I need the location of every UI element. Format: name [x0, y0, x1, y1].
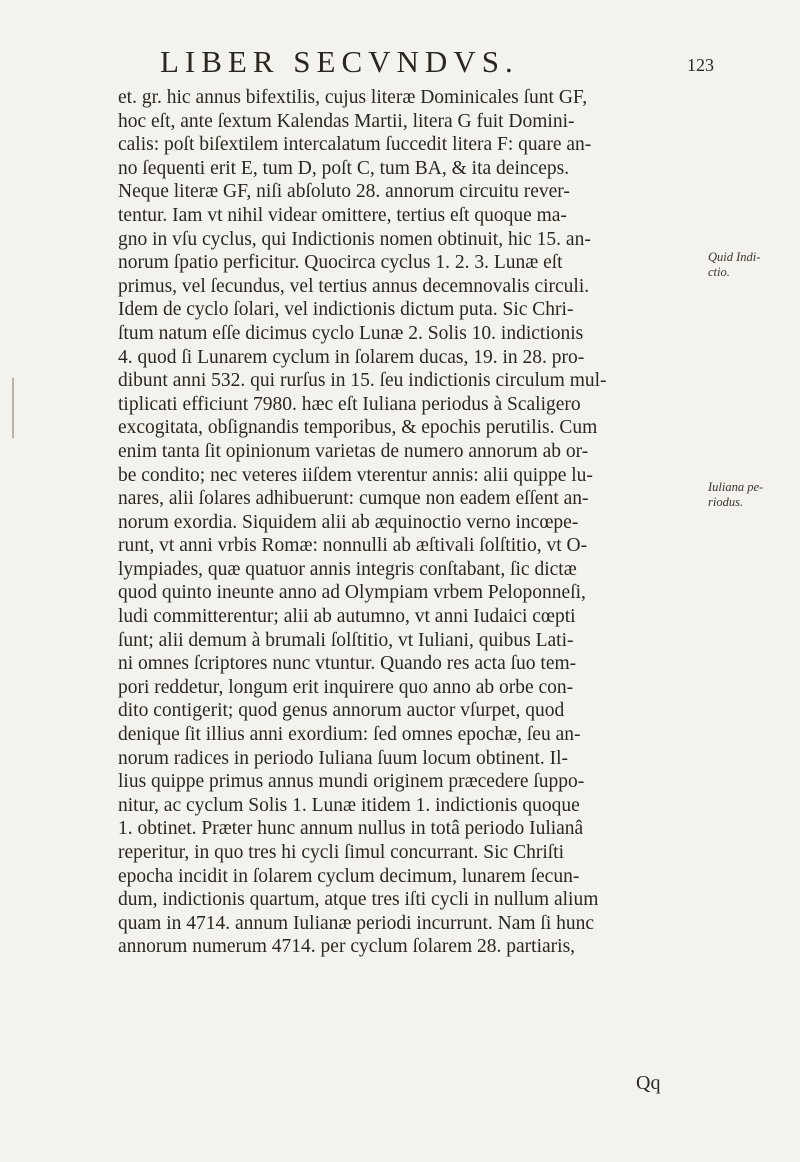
margin-note-iuliana-periodus	[708, 480, 763, 510]
text-line: ſtum natum eſſe dicimus cyclo Lunæ 2. Solis 10. indictionis	[118, 322, 584, 344]
catchword: Qq	[636, 1072, 661, 1094]
text-line: enim tanta ſit opinionum varietas de numero annorum ab or-	[118, 440, 589, 462]
body-text	[118, 86, 676, 959]
text-line: denique ſit illius anni exordium: ſed omnes epochæ, ſeu an-	[118, 724, 581, 746]
running-head: LIBER SECVNDVS.	[160, 44, 519, 79]
text-line: nares, alii ſolares adhibuerunt: cumque non eadem eſſent an-	[118, 488, 589, 510]
text-line: annorum numerum 4714. per cyclum ſolarem 28. partiaris,	[118, 936, 576, 958]
page-edge-mark	[12, 378, 14, 438]
text-line: 4. quod ſi Lunarem cyclum in ſolarem ducas, 19. in 28. pro-	[118, 346, 585, 368]
text-line: et. gr. hic annus bifextilis, cujus literæ Dominicales ſunt GF,	[118, 87, 588, 108]
text-line: lympiades, quæ quatuor annis integris conſtabant, ſic dictæ	[118, 558, 577, 580]
text-line: nitur, ac cyclum Solis 1. Lunæ itidem 1. indictionis quoque	[118, 794, 580, 816]
text-line: ni omnes ſcriptores nunc vtuntur. Quando res acta ſuo tem-	[118, 653, 577, 675]
text-line: no ſequenti erit E, tum D, poſt C, tum BA, & ita deinceps.	[118, 157, 570, 179]
text-line: Neque literæ GF, niſi abſoluto 28. annorum circuitu rever-	[118, 181, 570, 203]
text-line: tiplicati efficiunt 7980. hæc eſt Iuliana periodus à Scaligero	[118, 393, 581, 415]
text-line: epocha incidit in ſolarem cyclum decimum, lunarem ſecun-	[118, 865, 580, 887]
text-line: be condito; nec veteres iiſdem vterentur annis: alii quippe lu-	[118, 464, 593, 486]
text-line: norum radices in periodo Iuliana ſuum locum obtinent. Il-	[118, 747, 569, 769]
text-line: primus, vel ſecundus, vel tertius annus decemnovalis circuli.	[118, 275, 590, 297]
page-number: 123	[687, 55, 714, 75]
text-line: quam in 4714. annum Iulianæ periodi incurrunt. Nam ſi hunc	[118, 912, 595, 934]
text-line: gno in vſu cyclus, qui Indictionis nomen obtinuit, hic 15. an-	[118, 228, 591, 250]
text-line: quod quinto ineunte anno ad Olympiam vrbem Peloponneſi,	[118, 582, 586, 604]
text-line: dito contigerit; quod genus annorum auctor vſurpet, quod	[118, 700, 565, 722]
text-line: reperitur, in quo tres hi cycli ſimul concurrant. Sic Chriſti	[118, 842, 564, 863]
text-line: Idem de cyclo ſolari, vel indictionis dictum puta. Sic Chri-	[118, 299, 574, 321]
text-line: norum exordia. Siquidem alii ab æquinoctio verno incœpe-	[118, 511, 579, 533]
text-line: dum, indictionis quartum, atque tres iſti cycli in nullum alium	[118, 889, 599, 911]
text-line: dibunt anni 532. qui rurſus in 15. ſeu indictionis circulum mul-	[118, 370, 607, 392]
margin-note-line: riodus.	[708, 495, 744, 509]
text-line: calis: poſt biſextilem intercalatum ſuccedit litera F: quare an-	[118, 134, 592, 156]
text-line: ludi committerentur; alii ab autumno, vt anni Iudaici cœpti	[118, 606, 576, 628]
text-line: lius quippe primus annus mundi originem præcedere ſuppo-	[118, 771, 585, 793]
text-line: norum ſpatio perficitur. Quocirca cyclus 1. 2. 3. Lunæ eſt	[118, 252, 563, 274]
text-line: pori reddetur, longum erit inquirere quo anno ab orbe con-	[118, 676, 574, 698]
text-line: tentur. Iam vt nihil videar omittere, tertius eſt quoque ma-	[118, 204, 567, 226]
margin-note-indictio	[708, 250, 760, 280]
text-line: hoc eſt, ante ſextum Kalendas Martii, litera G fuit Domini-	[118, 110, 575, 132]
margin-note-line: ctio.	[708, 265, 730, 279]
text-line: ſunt; alii demum à brumali ſolſtitio, vt Iuliani, quibus Lati-	[118, 629, 574, 651]
text-line: excogitata, obſignandis temporibus, & epochis perutilis. Cum	[118, 417, 598, 439]
margin-note-line: Iuliana pe-	[708, 480, 764, 494]
margin-note-line: Quid Indi-	[708, 250, 761, 264]
text-line: runt, vt anni vrbis Romæ: nonnulli ab æſtivali ſolſtitio, vt O-	[118, 535, 588, 557]
text-line: 1. obtinet. Præter hunc annum nullus in totâ periodo Iulianâ	[118, 818, 584, 840]
